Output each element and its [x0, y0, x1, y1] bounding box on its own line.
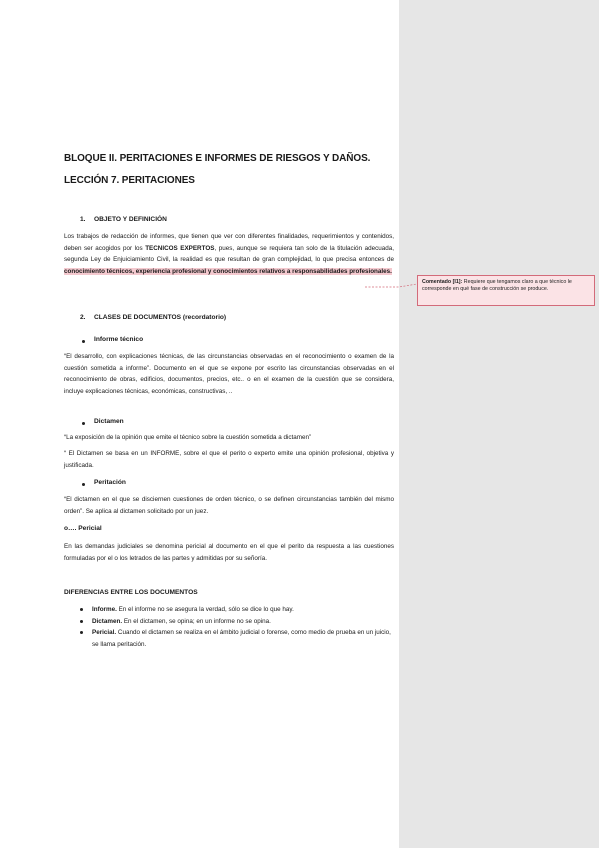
- list-item: [64, 604, 394, 616]
- list-item: [64, 627, 394, 650]
- section1-text-a: Los trabajos de redacción de informes, que tienen que ver con diferentes finalidades, requerimientos y contenidos, deben ser acogidos por los: [64, 233, 394, 252]
- bullet-dot: [82, 340, 85, 343]
- informe-text: “El desarrollo, con explicaciones técnicas, de las circunstancias observadas en el reconocimiento o examen de la cuestión sometida a informe”. Documento en el que se expone por escrito las circunstancias observadas en el reconocimiento de obras, edificios, documentos, precios, etc.. o en el examen de la cuestión que se considera, incluye explicaciones técnicas, económicas, constructivas, ..: [64, 353, 394, 395]
- pericial-text: En las demandas judiciales se denomina pericial al documento en el que el perito da respuesta a las cuestiones formuladas por el o los letrados de las partes y admitidas por su señoría.: [64, 543, 394, 562]
- peritacion-label: Peritación: [94, 479, 126, 486]
- item-text: En el dictamen, se opina; en un informe no se opina.: [122, 617, 271, 625]
- item-bold: Dictamen.: [92, 617, 123, 625]
- comment-author: Comentado [I1]:: [422, 279, 463, 285]
- section2-title: CLASES DE DOCUMENTOS (recordatorio): [94, 314, 227, 321]
- section2-number: 2.: [80, 314, 86, 321]
- section1-text-b: , pues, aunque se requiera tan solo de la titulación adecuada, segunda Ley de Enjuiciamiento Civil, la realidad es que resultan de gran complejidad, lo que precisa entonces de: [64, 244, 394, 263]
- block-title: BLOQUE II. PERITACIONES E INFORMES DE RIESGOS Y DAÑOS.: [64, 153, 371, 164]
- dictamen-label: Dictamen: [94, 418, 124, 425]
- bullet-dot: [82, 422, 85, 425]
- differences-title: DIFERENCIAS ENTRE LOS DOCUMENTOS: [64, 589, 198, 596]
- item-text: Cuando el dictamen se realiza en el ámbito judicial o forense, como medio de prueba en un juicio, se llama peritación.: [92, 629, 391, 648]
- dictamen-text-2: “ El Dictamen se basa en un INFORME, sobre el que el perito o experto emite una opinión profesional, objetiva y justificada.: [64, 450, 394, 469]
- comment-pane: [399, 0, 599, 848]
- lesson-title: LECCIÓN 7. PERITACIONES: [64, 175, 195, 186]
- comment-balloon[interactable]: [417, 275, 595, 306]
- section1-paragraph: [64, 231, 394, 277]
- dictamen-text-1: “La exposición de la opinión que emite el técnico sobre la cuestión sometida a dictamen”: [64, 434, 312, 441]
- bullet-dot: [82, 483, 85, 486]
- section1-text-bold: TECNICOS EXPERTOS: [145, 244, 215, 252]
- section1-number: 1.: [80, 216, 86, 223]
- item-bold: Informe.: [92, 606, 117, 613]
- list-item: [64, 616, 394, 628]
- item-bold: Pericial.: [92, 629, 117, 636]
- section1-title: OBJETO Y DEFINICIÓN: [94, 216, 167, 223]
- item-text: En el informe no se asegura la verdad, sólo se dice lo que hay.: [116, 606, 294, 613]
- pericial-label: o…. Pericial: [64, 525, 102, 532]
- informe-label: Informe técnico: [94, 336, 144, 343]
- commented-highlight[interactable]: conocimiento técnicos, experiencia profesional y conocimientos relativos a responsabilidades profesionales.: [64, 267, 392, 275]
- comment-text: Requiere que tengamos claro a que técnico le corresponde en qué fase de construcción se produce.: [422, 279, 572, 292]
- differences-list: [64, 604, 394, 650]
- peritacion-text: “El dictamen en el que se disciernen cuestiones de orden técnico, o se definen circunstancias también del mismo orden”. Se aplica al dictamen solicitado por un juez.: [64, 496, 394, 515]
